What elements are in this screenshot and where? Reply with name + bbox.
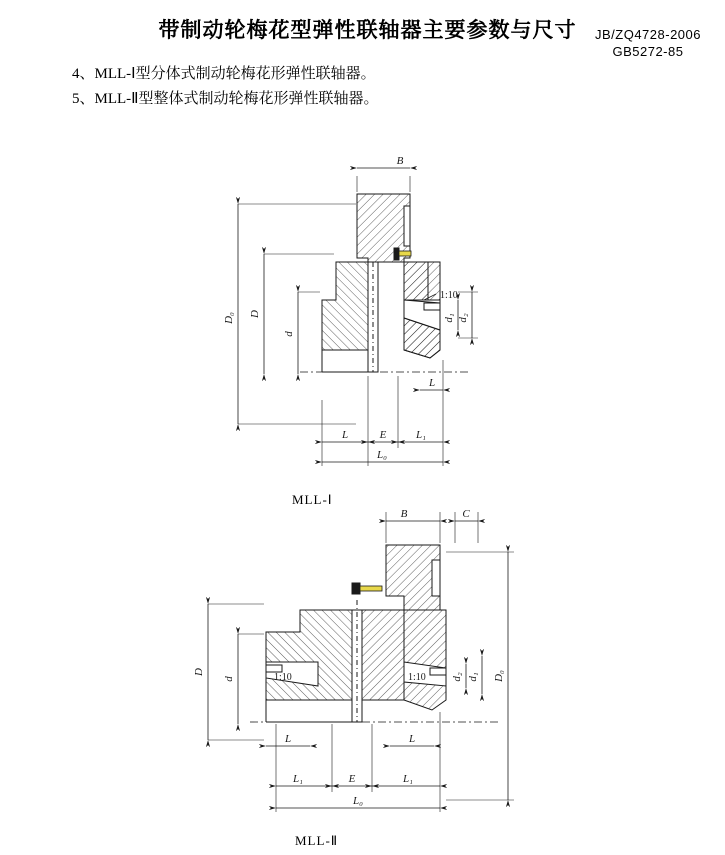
fig1-right-flange: [378, 262, 440, 358]
fig2-dim-d1: d₁: [467, 672, 479, 682]
fig1-dim-d2: d₂: [457, 313, 469, 323]
standard-line-2: GB5272-85: [612, 44, 684, 59]
fig2-dim-L1-left: L₁: [293, 773, 303, 785]
fig1-dim-d1: d₁: [443, 313, 455, 323]
page-title: 带制动轮梅花型弹性联轴器主要参数与尺寸: [158, 18, 577, 42]
fig1-dim-D: D: [249, 310, 261, 318]
fig1-dim-B: B: [396, 155, 404, 167]
fig2-dim-L0: L₀: [353, 795, 363, 807]
figure-1-caption: MLL-Ⅰ: [292, 492, 333, 507]
fig1-dim-E: E: [379, 429, 387, 441]
fig1-left-hub: [322, 262, 368, 372]
fig1-dim-d: d: [283, 331, 295, 337]
fig2-dim-L-right: L: [408, 733, 416, 745]
fig2-dim-d2: d₂: [451, 672, 463, 682]
fig1-dim-L1: L₁: [416, 429, 426, 441]
fig2-left-bore: [266, 662, 318, 686]
figure-2-caption: MLL-Ⅱ: [295, 833, 339, 848]
fig2-dim-D: D: [193, 668, 205, 676]
note-item-5: 5、MLL-Ⅱ型整体式制动轮梅花形弹性联轴器。: [72, 91, 379, 107]
fig2-taper-left-label: 1:10: [274, 672, 292, 683]
fig1-taper-label: 1:10: [440, 290, 458, 301]
fig1-dim-L: L: [341, 429, 349, 441]
fig1-dim-L-right: L: [428, 377, 436, 389]
fig2-bolt: [352, 583, 382, 594]
fig2-taper-right-label: 1:10: [408, 672, 426, 683]
fig2-dim-C: C: [462, 508, 470, 520]
note-item-4: 4、MLL-Ⅰ型分体式制动轮梅花形弹性联轴器。: [72, 66, 376, 82]
fig1-elastic-spider: [368, 262, 378, 372]
fig1-dim-D0: D₀: [223, 312, 235, 324]
fig2-dim-L1-right: L₁: [403, 773, 413, 785]
fig2-dim-D0: D₀: [493, 670, 505, 682]
fig2-dim-E: E: [348, 773, 356, 785]
fig2-dim-L-left: L: [284, 733, 292, 745]
figure-mll-1: [223, 155, 478, 466]
fig2-dim-B: B: [400, 508, 408, 520]
fig2-elastic-spider: [352, 600, 362, 722]
fig1-dim-L0: L₀: [377, 449, 387, 461]
fig2-dim-d: d: [223, 676, 235, 682]
figure-mll-2: [193, 508, 514, 812]
standard-line-1: JB/ZQ4728-2006: [594, 27, 701, 42]
